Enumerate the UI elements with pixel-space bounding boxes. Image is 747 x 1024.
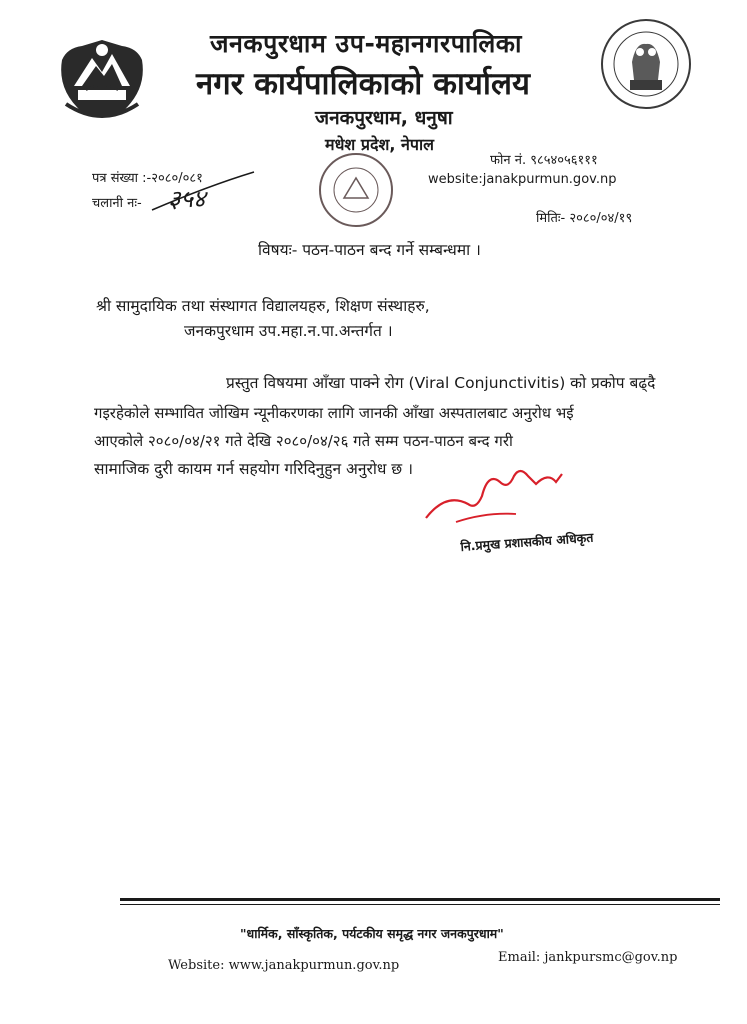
addressee-line-2: जनकपुरधाम उप.महा.न.पा.अन्तर्गत । bbox=[184, 322, 393, 340]
addressee-line-1: श्री सामुदायिक तथा संस्थागत विद्यालयहरु, शिक्षण संस्थाहरु, bbox=[96, 297, 430, 315]
footer-email: Email: jankpursmc@gov.np bbox=[498, 950, 678, 965]
letter-subject: विषयः- पठन-पाठन बन्द गर्ने सम्बन्धमा । bbox=[258, 241, 481, 259]
dispatch-number: ३५४ bbox=[168, 185, 206, 213]
office-stamp bbox=[316, 150, 396, 230]
footer-motto: "धार्मिक, साँस्कृतिक, पर्यटकीय समृद्ध नगर जनकपुरधाम" bbox=[240, 926, 504, 941]
office-province: मधेश प्रदेश, नेपाल bbox=[325, 135, 434, 154]
body-line-1: प्रस्तुत विषयमा आँखा पाक्ने रोग (Viral Conjunctivitis) को प्रकोप बढ्दै bbox=[226, 374, 656, 392]
office-location: जनकपुरधाम, धनुषा bbox=[315, 107, 453, 129]
phone-number: फोन नं. ९८५४०५६१११ bbox=[490, 153, 598, 168]
government-emblem-logo bbox=[52, 30, 152, 126]
header-website: website:janakpurmun.gov.np bbox=[428, 172, 617, 187]
municipality-name: जनकपुरधाम उप-महानगरपालिका bbox=[210, 29, 522, 58]
handwritten-underline bbox=[148, 166, 258, 216]
body-line-2: गइरहेकोले सम्भावित जोखिम न्यूनीकरणका लागि जानकी आँखा अस्पतालबाट अनुरोध भई bbox=[94, 404, 574, 422]
signatory-title: नि.प्रमुख प्रशासकीय अधिकृत bbox=[460, 529, 594, 554]
footer-website: Website: www.janakpurmun.gov.np bbox=[168, 958, 400, 973]
letter-date: मितिः- २०८०/०४/१९ bbox=[536, 211, 633, 226]
letter-number: पत्र संख्या :-२०८०/०८१ bbox=[92, 171, 203, 186]
body-line-4: सामाजिक दुरी कायम गर्न सहयोग गरिदिनुहुन अनुरोध छ । bbox=[94, 460, 413, 478]
dispatch-label: चलानी नः- bbox=[92, 196, 142, 211]
municipality-seal-logo bbox=[600, 18, 692, 110]
office-name: नगर कार्यपालिकाको कार्यालय bbox=[196, 66, 530, 102]
footer-rule-thin bbox=[120, 904, 720, 905]
officer-signature bbox=[416, 452, 586, 532]
footer-rule-thick bbox=[120, 898, 720, 901]
body-line-3: आएकोले २०८०/०४/२१ गते देखि २०८०/०४/२६ गते सम्म पठन-पाठन बन्द गरी bbox=[94, 432, 513, 450]
